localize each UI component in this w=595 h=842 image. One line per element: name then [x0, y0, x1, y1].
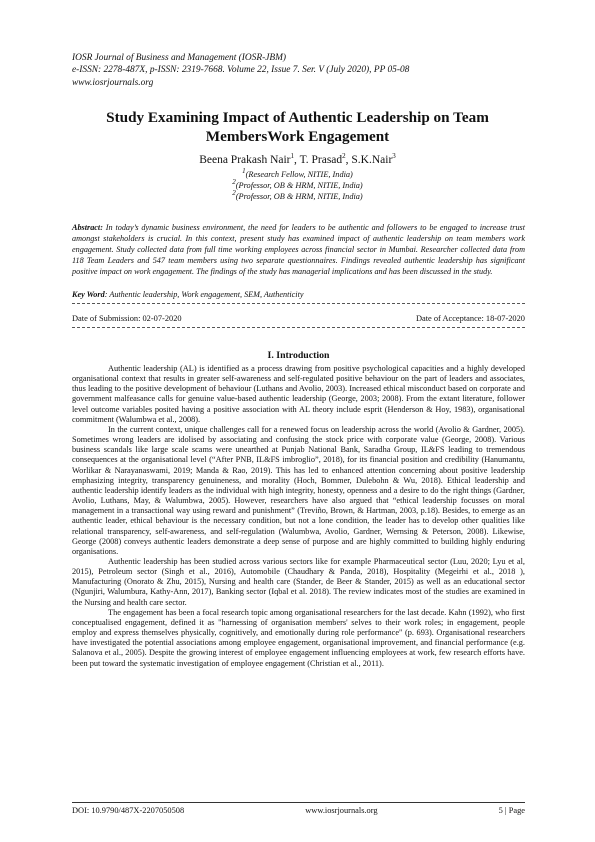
aff-text: (Research Fellow, NITIE, India) — [245, 170, 353, 179]
author-sup: 3 — [392, 152, 396, 161]
author-name: S.K.Nair — [351, 154, 393, 166]
author-list — [60, 154, 535, 166]
author-sup: 1 — [290, 152, 295, 161]
aff-text: (Professor, OB & HRM, NITIE, India) — [235, 192, 363, 201]
affiliation — [60, 167, 535, 180]
paragraph: Authentic leadership has been studied across various sectors like for example Pharmaceutical sector (Luu, 2020; Lyu et al, 2015), Petroleum sector (Singh et al., 2016), Automobile (Chaudhary & Panda, 2018), Hospitality (Megeirhi et al., 2018 ), Manufacturing (Onorato & Zhu, 2015), Nursing and health care (Stander, de Beer & Stander, 2015) as well as an educational sector (Ngunjiri, Walumbura, Kathy-Ann, 2017), Banking sector (Iqbal et al. 2018). The review indicates most of the studies are examined in the Nursing and health care sector. — [72, 556, 525, 607]
title-line-1: Study Examining Impact of Authentic Leadership on Team — [106, 109, 489, 126]
journal-issn: e-ISSN: 2278-487X, p-ISSN: 2319-7668. Volume 22, Issue 7. Ser. V (July 2020), PP 05-08 — [72, 65, 410, 76]
page-number: 5 | Page — [498, 806, 525, 815]
aff-sup: 1 — [242, 167, 246, 176]
aff-sup: 2 — [232, 178, 236, 187]
abstract-text: In today’s dynamic business environment, the need for leaders to be authentic and followers to be engaged to increase trust amongst stakeholders is crucial. In this context, present study has examined impact of authentic leadership on team members work engagement. Study collected data from full time working employees across financial sector in Mumbai. Researcher collected data from 118 Team Leaders and 547 team members using two separate questionnaires. Findings revealed authentic leadership has significant positive impact on work engagement. The findings of the study has managerial implications and has been discussed in the study. — [72, 223, 525, 277]
aff-text: (Professor, OB & HRM, NITIE, India) — [235, 181, 363, 190]
paragraph: Authentic leadership (AL) is identified as a process drawing from positive psychological capacities and a highly developed organisational context that results in greater self-awareness and self-regulated positive behaviour on the part of leaders and associates, thus leading to the positive development of behaviour (Luthans and Avolio, 2003). Increased ethical misconduct based on corporate and government malfeasance calls for genuine value-based authentic leadership (George, 2003; 2008). From the extant literature, follower level outcome variables posited having a positive association with AL theory include esprit (Henderson & Hoy, 1983), organisational commitment (Walumbwa et al., 2008). — [72, 364, 525, 424]
journal-name: IOSR Journal of Business and Management (IOSR-JBM) — [72, 53, 287, 63]
author-name: T. Prasad — [299, 154, 343, 166]
abstract — [72, 222, 525, 277]
dates-row — [72, 314, 525, 323]
keywords — [72, 290, 525, 299]
body-text — [72, 364, 525, 669]
author-name: Beena Prakash Nair — [199, 154, 291, 166]
journal-website: www.iosrjournals.org — [72, 77, 154, 88]
paragraph: In the current context, unique challenges call for a renewed focus on leadership across the world (Avolio & Gardner, 2005). Sometimes wrong leaders are idolised by associating and confusing the stock price with corporate value (George, 2008). Various business scandals like large scale scams were unearthed at Punjab National Bank, Saradha Group, IL&FS leading to tremendous consequences at the organisational level (“After PNB, IL&FS imbroglio”, 2018), for its financial position and credibility (Hanumantu, Worlikar & Narayanaswami, 2019; Manda & Rao, 2019). This has led to enhanced attention concerning about positive leadership emphasizing integrity, transparency genuineness, and morality (Hoch, Bommer, Dulebohn & Wu, 2018). Ethical leadership and authentic leadership identify leaders as the individual with high integrity, honesty, openness and a desire to do the right things (Gardner, Avolio, Luthans, May, & Walumbwa, 2005). However, researchers have also argued that “ethical leadership focusses on moral management in a transactional way using reward and punishment” (Treviño, Brown, & Hartman, 2003, p.18). Besides, to emerge as an authentic leader, ethical behaviour is the necessary condition, but not a lone condition, the leader has to develop other qualities like relational transparency, self-awareness, and self-regulation (Walumbwa, Avolio, Gardner, Wernsing & Peterson, 2008). Likewise, George (2008) conveys authentic leaders demonstrate a deep sense of purpose and are highly committed to building highly enduring organisations. — [72, 424, 525, 556]
footer-doi: DOI: 10.9790/487X-2207050508 — [72, 806, 185, 815]
page-footer — [72, 806, 525, 815]
section-heading: I. Introduction — [267, 350, 330, 361]
acceptance-date: Date of Acceptance: 18-07-2020 — [415, 314, 525, 323]
footer-rule — [72, 802, 525, 803]
author-sep: , — [294, 154, 300, 166]
divider — [72, 327, 525, 328]
paragraph: The engagement has been a focal research topic among organisational researchers for the last decade. Kahn (1992), who first conceptualised engagement, defined it as "harnessing of organisation members' selves to their work roles; in engagement, people employ and express themselves physically, cognitively, and emotionally during role performance" (p. 693). Organisational researchers have investigated the potential associations among employee engagement, organisational improvement, and financial performance (e.g. Salanova et al., 2005). Despite the growing interest of employee engagement influencing employees at work, few research efforts have. been put toward the systematic investigation of employee engagement (Christian et al., 2011). — [72, 607, 525, 668]
title-line-2: MembersWork Engagement — [205, 128, 390, 145]
author-sup: 2 — [342, 152, 346, 161]
abstract-label: Abstract: — [72, 223, 103, 232]
footer-site: www.iosrjournals.org — [305, 806, 378, 815]
journal-header — [72, 52, 409, 89]
affiliation — [60, 178, 535, 191]
keywords-text: : Authentic leadership, Work engagement, SEM, Authenticity — [104, 290, 304, 299]
keywords-label: Key Word — [72, 290, 105, 299]
submission-date: Date of Submission: 02-07-2020 — [72, 314, 182, 323]
divider — [72, 303, 525, 304]
paper-title — [60, 108, 535, 146]
author-sep: , — [345, 154, 352, 166]
aff-sup: 2 — [232, 189, 236, 198]
affiliation — [60, 189, 535, 202]
